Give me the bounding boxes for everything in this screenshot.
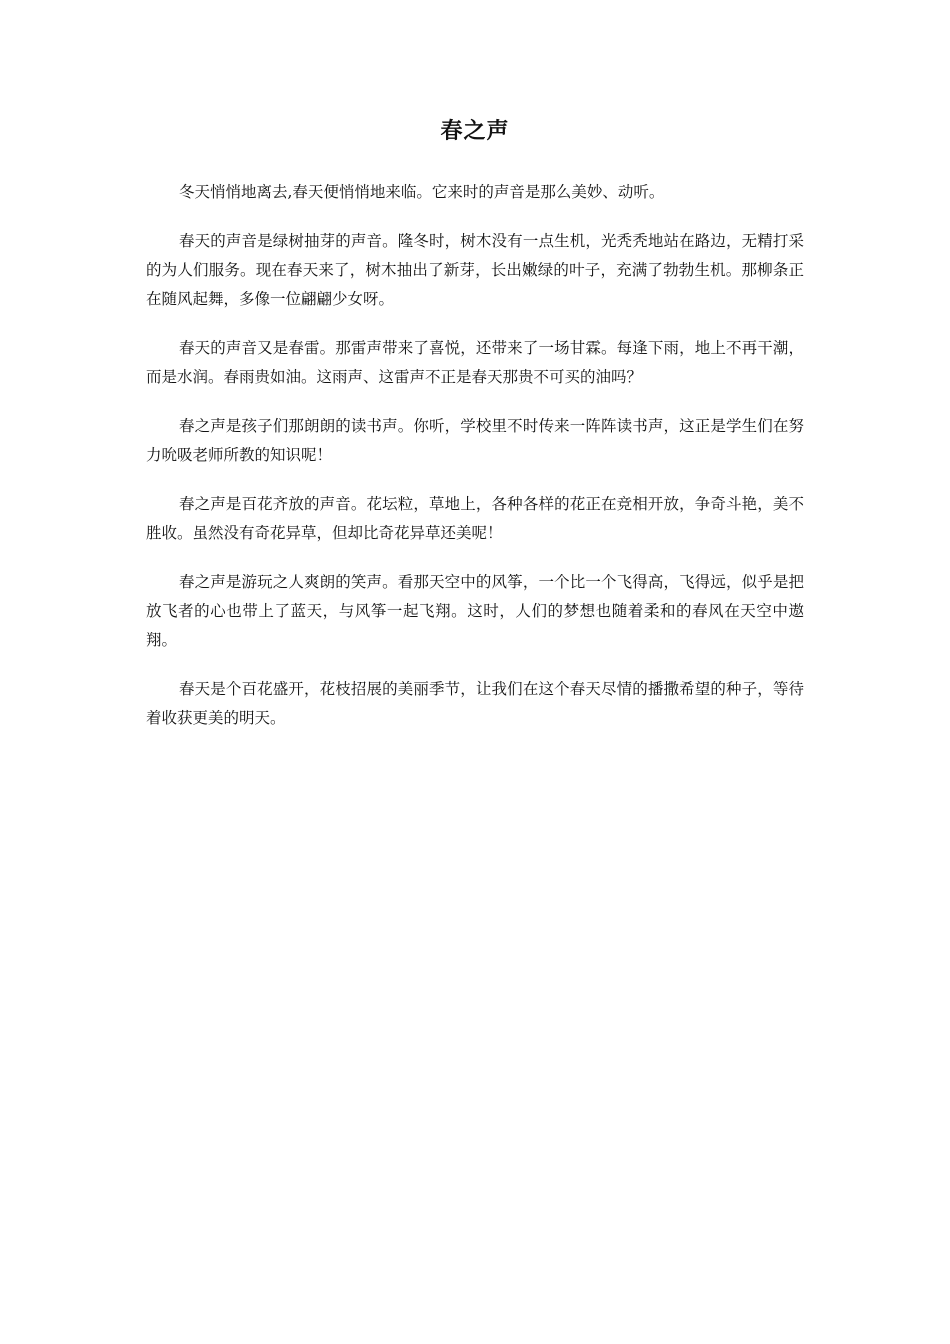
paragraph-5: 春之声是百花齐放的声音。花坛粒，草地上，各种各样的花正在竞相开放，争奇斗艳，美不胜收。虽然没有奇花异草，但却比奇花异草还美呢！ — [146, 495, 804, 542]
document-title: 春之声 — [440, 119, 510, 144]
paragraph-3: 春天的声音又是春雷。那雷声带来了喜悦，还带来了一场甘霖。每逢下雨，地上不再干潮，而是水润。春雨贵如油。这雨声、这雷声不正是春天那贵不可买的油吗？ — [146, 339, 804, 386]
paragraph-4: 春之声是孩子们那朗朗的读书声。你听，学校里不时传来一阵阵读书声，这正是学生们在努力吮吸老师所教的知识呢！ — [146, 417, 804, 464]
document-body — [146, 178, 804, 753]
paragraph-2: 春天的声音是绿树抽芽的声音。隆冬时，树木没有一点生机，光秃秃地站在路边，无精打采的为人们服务。现在春天来了，树木抽出了新芽，长出嫩绿的叶子，充满了勃勃生机。那柳条正在随风起舞，多像一位翩翩少女呀。 — [146, 232, 804, 308]
paragraph-7: 春天是个百花盛开，花枝招展的美丽季节，让我们在这个春天尽情的播撒希望的种子，等待着收获更美的明天。 — [146, 680, 804, 727]
paragraph-6: 春之声是游玩之人爽朗的笑声。看那天空中的风筝，一个比一个飞得高，飞得远，似乎是把放飞者的心也带上了蓝天，与风筝一起飞翔。这时，人们的梦想也随着柔和的春风在天空中遨翔。 — [146, 573, 804, 649]
paragraph-1: 冬天悄悄地离去,春天便悄悄地来临。它来时的声音是那么美妙、动听。 — [179, 183, 665, 201]
